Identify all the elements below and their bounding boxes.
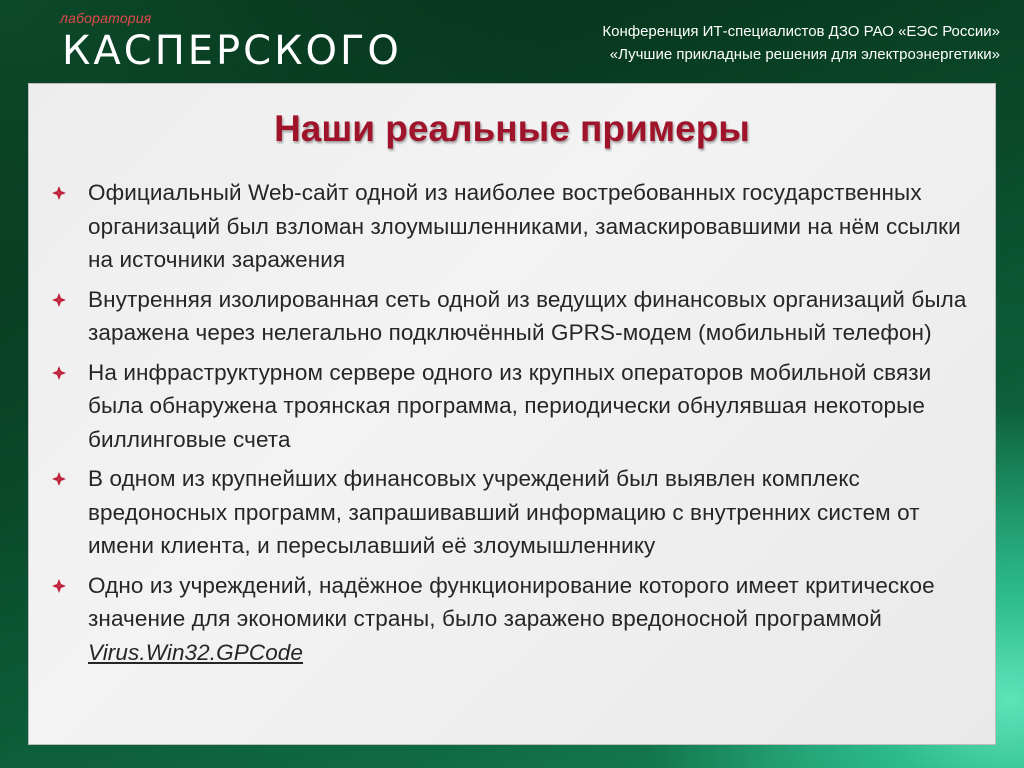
diamond-bullet-icon <box>52 366 66 380</box>
list-item <box>52 176 992 277</box>
conference-line-2: «Лучшие прикладные решения для электроэнергетики» <box>609 46 1000 63</box>
diamond-bullet-icon <box>52 472 66 486</box>
list-item <box>52 569 992 670</box>
logo-subtitle: лаборатория <box>60 10 152 26</box>
diamond-bullet-icon <box>52 293 66 307</box>
list-item <box>52 283 992 350</box>
kaspersky-logo <box>30 10 402 74</box>
virus-name-link[interactable]: Virus.Win32.GPCode <box>88 639 304 665</box>
list-item-text-body: Одно из учреждений, надёжное функционирование которого имеет критическое значение для экономики страны, было заражено вредоносной программой <box>88 572 935 631</box>
list-item <box>52 462 992 563</box>
list-item-text: На инфраструктурном сервере одного из крупных операторов мобильной связи была обнаружена троянская программа, периодически обнулявшая некоторые биллинговые счета <box>88 359 932 452</box>
list-item-text: Официальный Web-сайт одной из наиболее востребованных государственных организаций был взломан злоумышленниками, замаскировавшими на нём ссылки на источники заражения <box>88 180 961 272</box>
logo-wordmark: КАСПЕРСКОГО <box>62 28 402 74</box>
list-item-text <box>88 569 992 670</box>
list-item <box>52 356 992 457</box>
slide-title: Наши реальные примеры <box>274 108 750 149</box>
list-item-text: В одном из крупнейших финансовых учреждений был выявлен комплекс вредоносных программ, запрашивавший информацию с внутренних систем от имени клиента, и пересылавший её злоумышленнику <box>88 466 920 558</box>
list-item-text: Внутренняя изолированная сеть одной из ведущих финансовых организаций была заражена через нелегально подключённый GPRS-модем (мобильный телефон) <box>88 286 967 345</box>
diamond-bullet-icon <box>52 579 66 593</box>
conference-header <box>602 20 1000 66</box>
bullet-list <box>52 176 992 675</box>
diamond-bullet-icon <box>52 186 66 200</box>
conference-line-1: Конференция ИТ-специалистов ДЗО РАО «ЕЭС России» <box>602 23 1000 40</box>
